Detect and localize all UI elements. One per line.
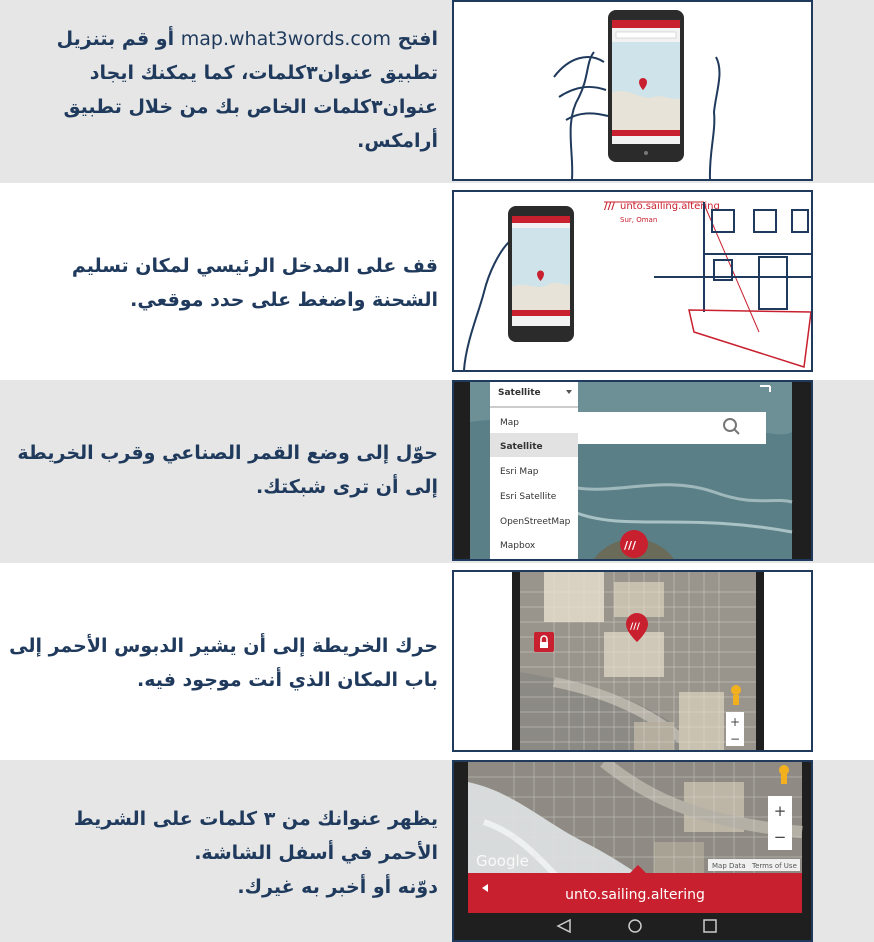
step-1-line-2: تطبيق عنوان٣كلمات، كما يمكنك ايجاد: [89, 62, 438, 84]
step-5-illustration: [452, 760, 813, 942]
step-5-text: [14, 802, 438, 904]
step-2-row: [0, 183, 874, 380]
step-1-line-1b: أو قم بتنزيل: [56, 28, 175, 50]
step-2-line-1: قف على المدخل الرئيسي لمكان تسليم: [71, 255, 438, 277]
sketch-address-label: unto.sailing.altering: [620, 201, 720, 212]
step-1-url: map.what3words.com: [180, 28, 391, 50]
step-2-text: [14, 249, 438, 317]
step-3-line-2: إلى أن ترى شبكتك.: [256, 476, 438, 498]
dropdown-selected[interactable]: Satellite: [498, 388, 541, 398]
zoom-in-button[interactable]: +: [729, 715, 741, 729]
svg-text:///: ///: [630, 622, 640, 632]
address-bar-screenshot: [454, 762, 811, 940]
step-2-illustration: [452, 190, 813, 372]
hand-holding-phone-map-icon: [454, 2, 811, 179]
step-5-line-3: دوّنه أو أخبر به غيرك.: [237, 876, 438, 898]
address-bar-text: unto.sailing.altering: [565, 887, 705, 903]
dropdown-option-mapbox[interactable]: Mapbox: [500, 541, 536, 551]
step-3-line-1: حوّل إلى وضع القمر الصناعي وقرب الخريطة: [17, 442, 438, 464]
step-1-line-3: عنوان٣كلمات الخاص بك من خلال تطبيق: [63, 96, 438, 118]
step-3-row: [0, 380, 874, 563]
svg-text:///: ///: [604, 201, 615, 212]
svg-text:///: ///: [624, 539, 637, 552]
step-1-text: [14, 22, 438, 158]
step-4-illustration: [452, 570, 813, 752]
step-3-text: [14, 436, 438, 504]
aerial-grid-screenshot: [454, 572, 811, 750]
step-3-illustration: [452, 380, 813, 561]
dropdown-option-esri-map[interactable]: Esri Map: [500, 467, 539, 477]
google-logo: Google: [476, 852, 529, 870]
step-1-illustration: [452, 0, 813, 181]
terms-link[interactable]: Terms of Use: [752, 862, 797, 870]
zoom-out-button[interactable]: −: [729, 732, 741, 746]
step-5-row: [0, 760, 874, 942]
satellite-dropdown-screenshot: [454, 382, 811, 559]
pegman-icon[interactable]: [731, 685, 741, 695]
step-5-line-1: يظهر عنوانك من ٣ كلمات على الشريط: [73, 808, 438, 830]
sketch-address-sub: Sur, Oman: [620, 216, 658, 224]
dropdown-option-esri-satellite[interactable]: Esri Satellite: [500, 492, 557, 502]
step-4-line-2: باب المكان الذي أنت موجود فيه.: [137, 669, 438, 691]
pegman-icon[interactable]: [779, 765, 789, 775]
step-5-line-2: الأحمر في أسفل الشاشة.: [194, 842, 438, 864]
step-4-row: [0, 563, 874, 760]
step-4-line-1: حرك الخريطة إلى أن يشير الدبوس الأحمر إلى: [9, 635, 438, 657]
phone-and-building-sketch-icon: [454, 192, 811, 370]
step-1-line-4: أرامكس.: [357, 130, 438, 152]
step-1-prefix: افتح: [397, 28, 438, 50]
dropdown-option-map[interactable]: Map: [500, 418, 519, 428]
step-4-text: [9, 629, 438, 697]
dropdown-option-satellite[interactable]: Satellite: [500, 442, 543, 452]
zoom-in-button[interactable]: +: [773, 802, 787, 820]
zoom-out-button[interactable]: −: [773, 828, 787, 846]
dropdown-option-openstreetmap[interactable]: OpenStreetMap: [500, 517, 571, 527]
step-2-line-2: الشحنة واضغط على حدد موقعي.: [130, 289, 438, 311]
step-1-row: [0, 0, 874, 183]
map-data-link[interactable]: Map Data: [712, 862, 746, 870]
